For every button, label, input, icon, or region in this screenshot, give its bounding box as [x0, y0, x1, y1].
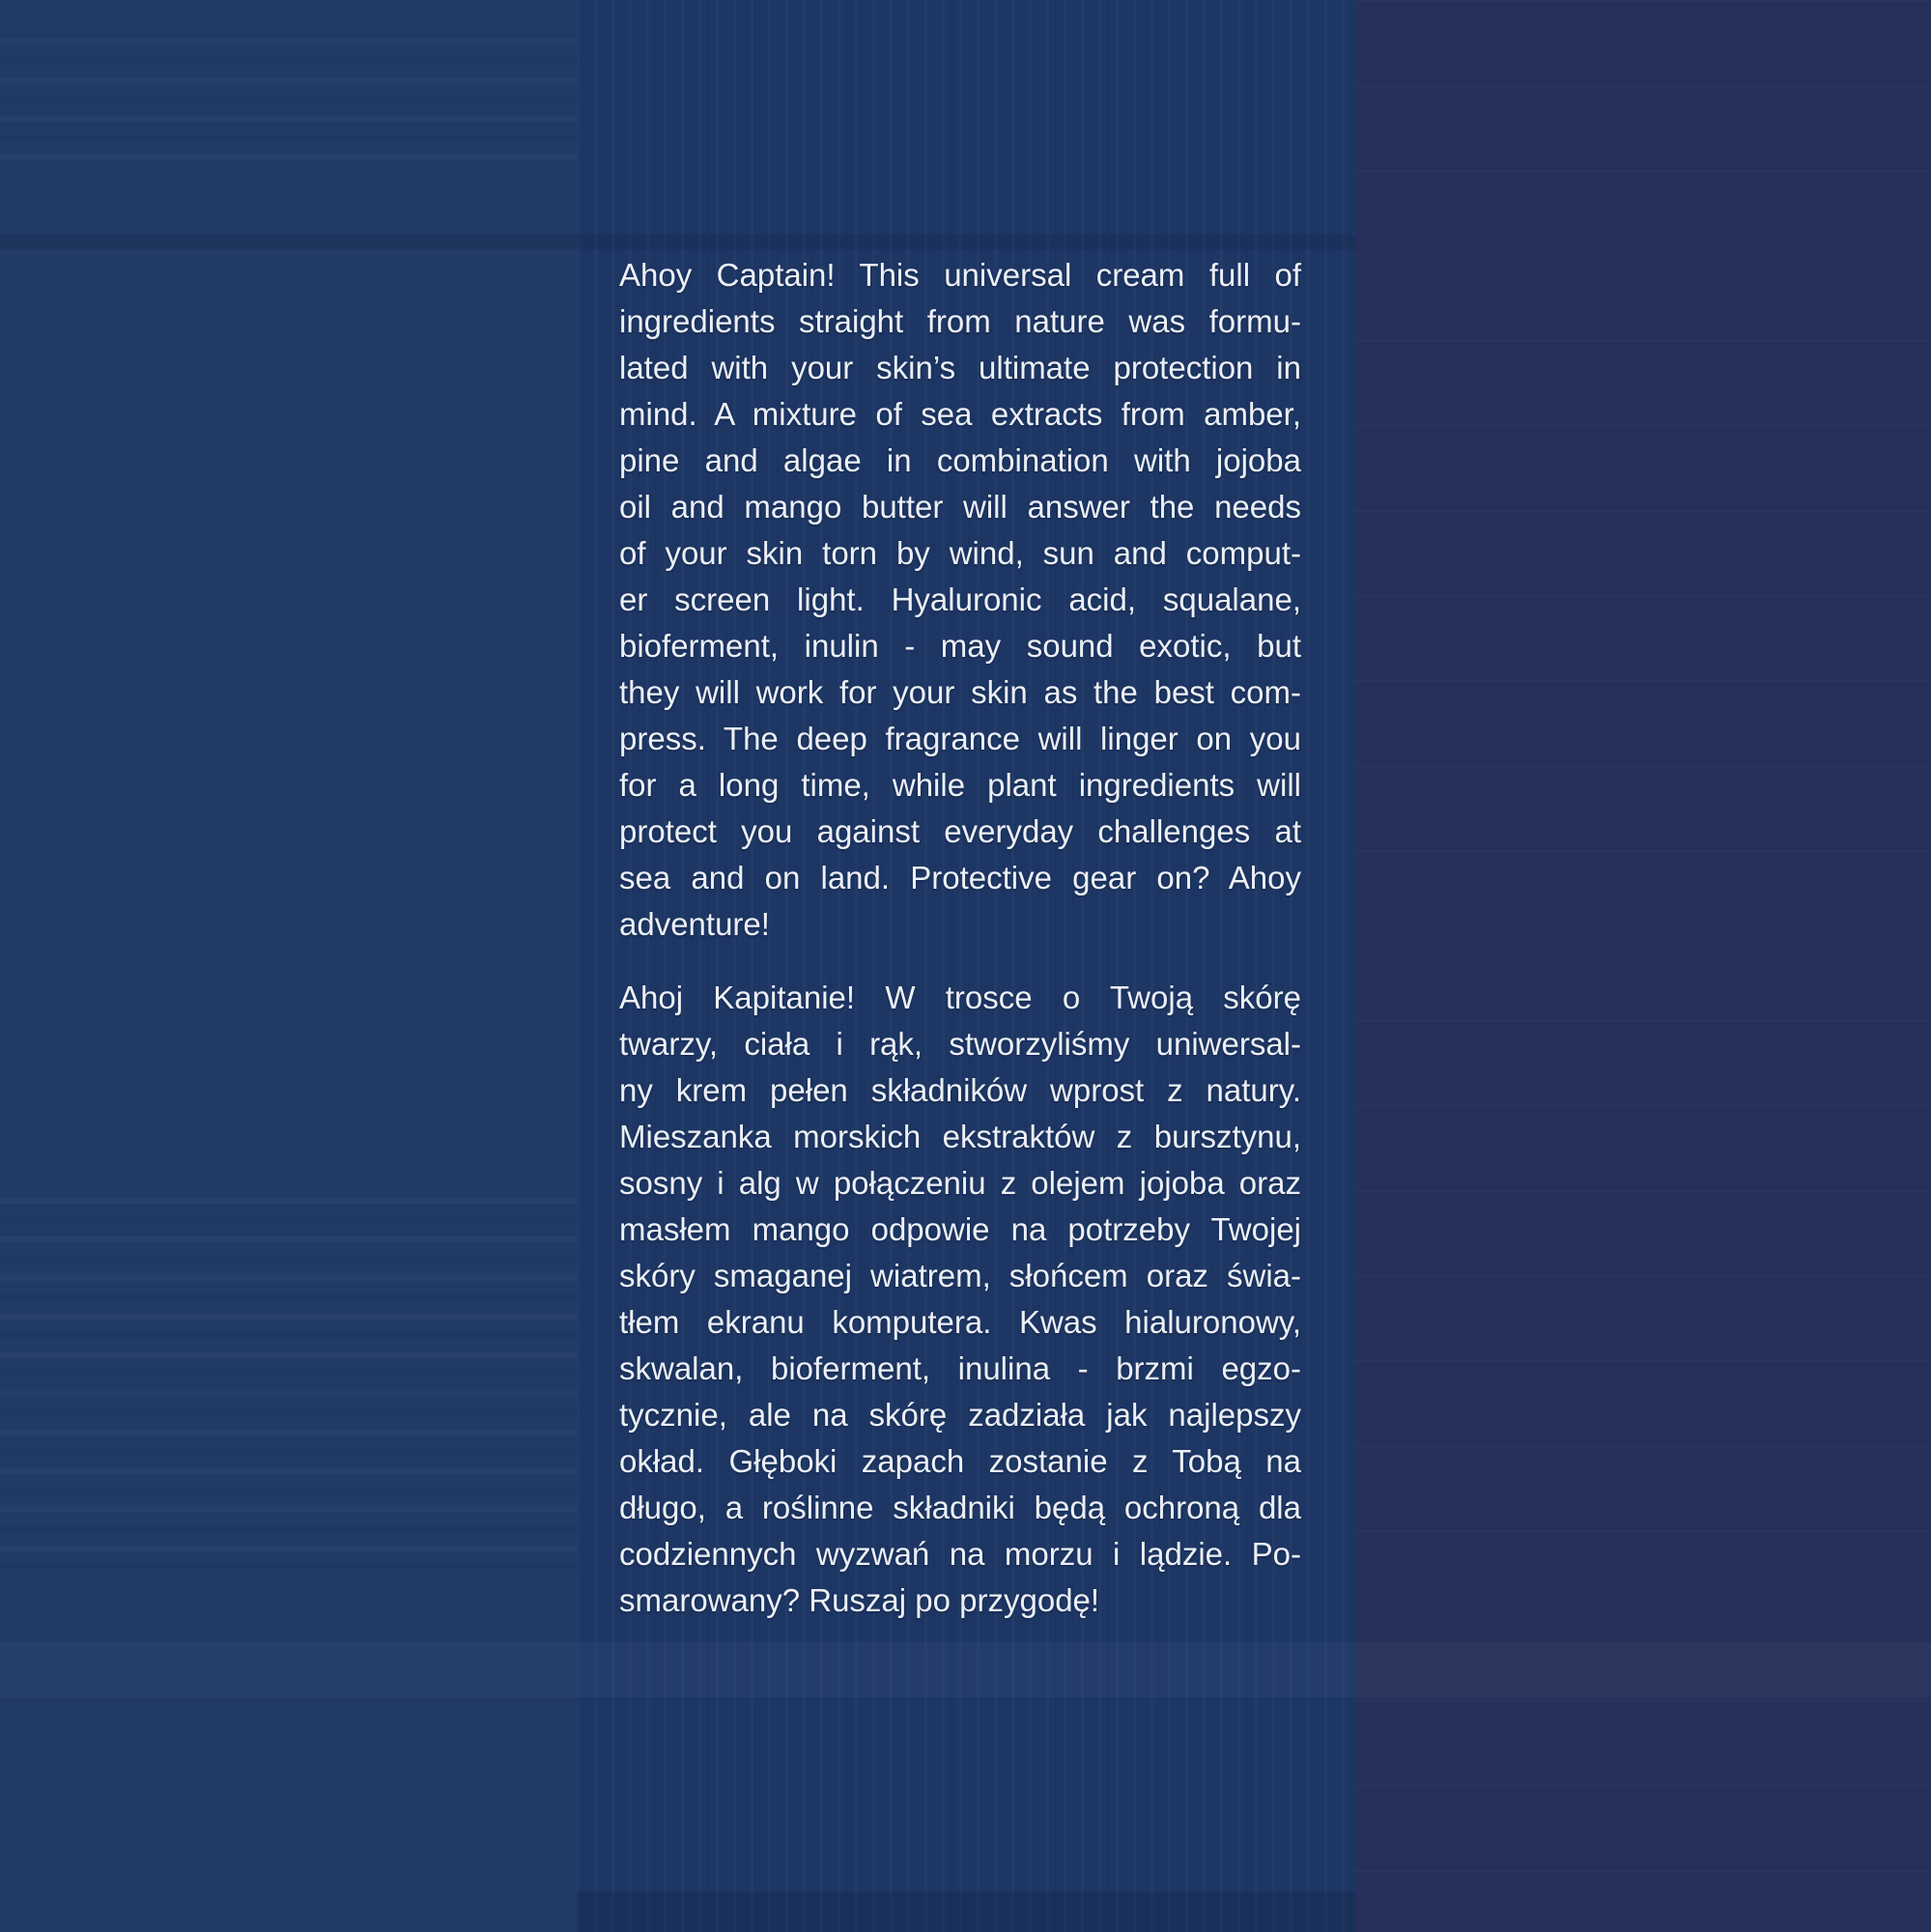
text-line: Ahoy Captain! This universal cream full of — [619, 257, 1301, 293]
text-line: ny krem pełen składników wprost z natury. — [619, 1072, 1301, 1108]
text-line: Mieszanka morskich ekstraktów z bursztynu, — [619, 1119, 1301, 1154]
text-line: masłem mango odpowie na potrzeby Twojej — [619, 1211, 1301, 1247]
text-line: smarowany? Ruszaj po przygodę! — [619, 1582, 1100, 1618]
paragraph-en — [619, 252, 1301, 948]
paragraph-pl — [619, 975, 1301, 1624]
text-line: okład. Głęboki zapach zostanie z Tobą na — [619, 1443, 1301, 1479]
text-line: ingredients straight from nature was formu- — [619, 303, 1301, 339]
text-line: oil and mango butter will answer the needs — [619, 489, 1301, 525]
background-bottom-strip — [577, 1891, 1355, 1932]
text-line: twarzy, ciała i rąk, stworzyliśmy uniwersal- — [619, 1026, 1301, 1062]
text-line: długo, a roślinne składniki będą ochroną dla — [619, 1490, 1301, 1525]
text-line: pine and algae in combination with jojoba — [619, 442, 1301, 478]
text-line: protect you against everyday challenges at — [619, 813, 1301, 849]
text-line: skwalan, bioferment, inulina - brzmi egzo- — [619, 1350, 1301, 1386]
text-line: skóry smaganej wiatrem, słońcem oraz świa- — [619, 1258, 1301, 1293]
background-texture-band — [0, 39, 577, 164]
text-line: adventure! — [619, 906, 770, 942]
text-line: sosny i alg w połączeniu z olejem jojoba oraz — [619, 1165, 1301, 1201]
text-line: bioferment, inulin - may sound exotic, but — [619, 628, 1301, 664]
background-texture-band — [0, 1198, 577, 1584]
text-line: they will work for your skin as the best com- — [619, 674, 1301, 710]
text-line: codziennych wyzwań na morzu i lądzie. Po- — [619, 1536, 1301, 1572]
text-line: Ahoj Kapitanie! W trosce o Twoją skórę — [619, 980, 1301, 1015]
text-line: tłem ekranu komputera. Kwas hialuronowy, — [619, 1304, 1301, 1340]
text-line: of your skin torn by wind, sun and comput- — [619, 535, 1301, 571]
text-line: press. The deep fragrance will linger on you — [619, 721, 1301, 756]
text-line: mind. A mixture of sea extracts from amber, — [619, 396, 1301, 432]
label-text-block — [619, 252, 1301, 1651]
text-line: lated with your skin’s ultimate protection in — [619, 350, 1301, 385]
text-line: for a long time, while plant ingredients will — [619, 767, 1301, 803]
background-dark-band — [0, 235, 1355, 249]
text-line: tycznie, ale na skórę zadziała jak najlepszy — [619, 1397, 1301, 1433]
text-line: er screen light. Hyaluronic acid, squalane, — [619, 582, 1301, 617]
text-line: sea and on land. Protective gear on? Ahoy — [619, 860, 1301, 895]
